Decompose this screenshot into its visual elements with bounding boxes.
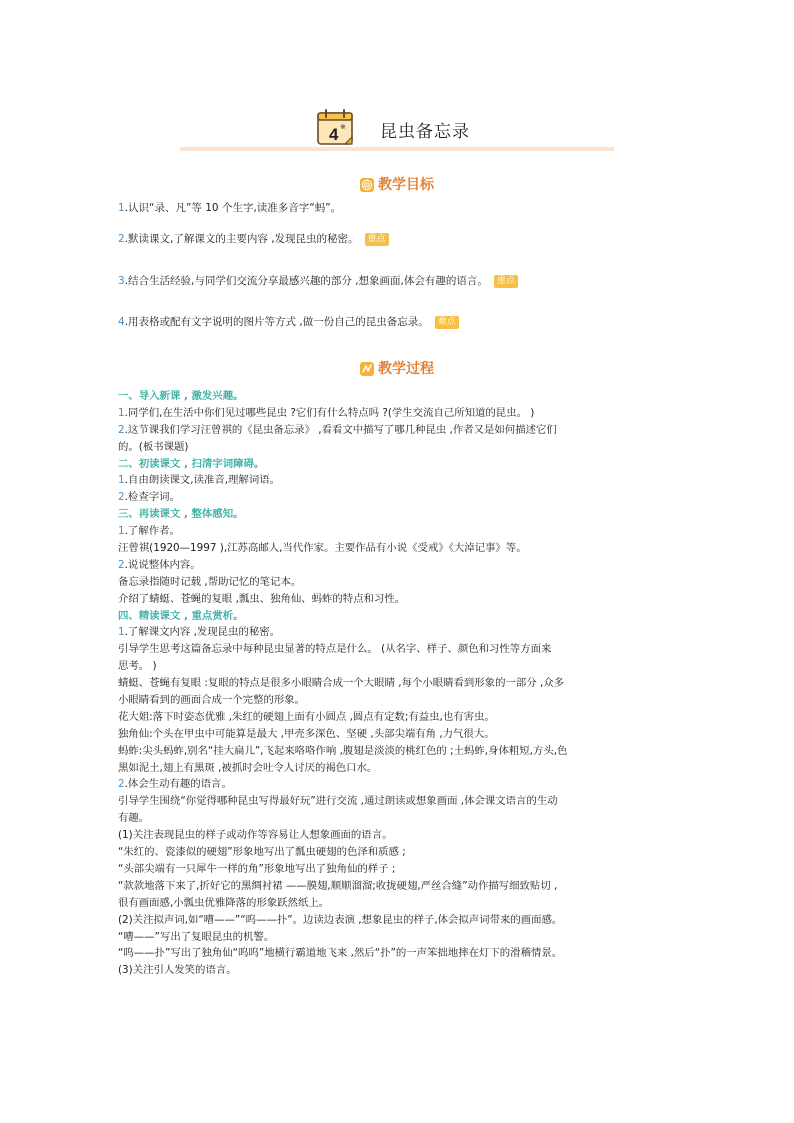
process-body xyxy=(118,388,680,979)
key-point-badge: 重点 xyxy=(494,275,518,288)
line-text: .体会生动有趣的语言。 xyxy=(124,778,232,791)
body-line: “呜——扑”写出了独角仙“呜呜”地横行霸道地飞来 ,然后“扑”的一声笨拙地摔在灯下的滑稽情景。 xyxy=(118,947,563,960)
line-text: .检查字词。 xyxy=(124,491,180,504)
step-heading: 一、导入新课 , 激发兴趣。 xyxy=(118,390,244,402)
line-number: 2 xyxy=(118,558,125,571)
objective-text: .用表格或配有文字说明的图片等方式 ,做一份自己的昆虫备忘录。 xyxy=(124,316,429,328)
line-text: .自由朗读课文,读准音,理解词语。 xyxy=(124,474,281,487)
body-line: 有趣。 xyxy=(118,812,150,825)
difficulty-badge: 难点 xyxy=(435,316,459,329)
objectives-title-text: 教学目标 xyxy=(378,177,434,193)
objective-number: 3 xyxy=(118,275,125,287)
objective-number: 1 xyxy=(118,202,125,214)
line-number: 2 xyxy=(118,423,125,436)
line-number: 1 xyxy=(118,525,125,538)
body-line: 备忘录指随时记载 ,帮助记忆的笔记本。 xyxy=(118,575,302,588)
objective-number: 2 xyxy=(118,233,125,245)
body-line: “款款地落下来了,折好它的黑绸衬裙 ——膜翅,顺顺溜溜;收拢硬翅,严丝合缝”动作描写细致贴切 , xyxy=(118,879,558,892)
line-text: .了解作者。 xyxy=(124,525,180,538)
body-line: 汪曾祺(1920—1997 ),江苏高邮人,当代作家。主要作品有小说《受戒》《大淖记事》等。 xyxy=(118,542,527,555)
line-number: 1 xyxy=(118,406,125,419)
lesson-header xyxy=(180,104,614,152)
objective-text: .认识“录、凡”等 10 个生字,读准多音字“蚂”。 xyxy=(124,202,342,214)
body-line: 思考。 ) xyxy=(118,660,157,673)
body-line: “头部尖端有一只犀牛一样的角”形象地写出了独角仙的样子 ; xyxy=(118,862,396,875)
path-icon xyxy=(360,362,374,376)
line-number: 1 xyxy=(118,474,125,487)
body-line: “朱红的、瓷漆似的硬翅”形象地写出了瓢虫硬翅的色泽和质感 ; xyxy=(118,846,406,859)
line-number: 1 xyxy=(118,626,125,639)
process-title-text: 教学过程 xyxy=(378,361,434,377)
body-line: 黑如泥土,翅上有黑斑 ,被抓时会吐令人讨厌的褐色口水。 xyxy=(118,761,378,774)
objective-item xyxy=(118,274,518,289)
key-point-badge: 重点 xyxy=(365,233,389,246)
line-text: .了解课文内容 ,发现昆虫的秘密。 xyxy=(124,626,281,639)
body-line: 独角仙:个头在甲虫中可能算是最大 ,甲壳多深色、坚硬 ,头部尖端有角 ,力气很大。 xyxy=(118,727,495,740)
objective-item xyxy=(118,232,389,247)
numbered-line xyxy=(118,405,680,422)
body-line: 很有画面感,小瓢虫优雅降落的形象跃然纸上。 xyxy=(118,896,330,909)
numbered-line xyxy=(118,489,680,506)
numbered-line xyxy=(118,523,680,540)
numbered-line xyxy=(118,776,680,793)
lesson-title: 昆虫备忘录 xyxy=(380,122,470,142)
line-number: 2 xyxy=(118,491,125,504)
body-line: 的。(板书课题) xyxy=(118,440,189,453)
body-line: (1)关注表现昆虫的样子或动作等容易让人想象画面的语言。 xyxy=(118,829,393,842)
body-line: “嘈——”写出了复眼昆虫的机警。 xyxy=(118,930,275,943)
body-line: 蜻蜓、苍蝇有复眼 :复眼的特点是很多小眼睛合成一个大眼睛 ,每个小眼睛看到形象的一部分 ,众多 xyxy=(118,677,565,690)
line-number: 2 xyxy=(118,778,125,791)
line-text: .这节课我们学习汪曾祺的《昆虫备忘录》 ,看看文中描写了哪几种昆虫 ,作者又是如何描述它们 xyxy=(124,423,557,436)
body-line: 蚂蚱:尖头蚂蚱,别名“挂大扁儿”,飞起来咯咯作响 ,腹翅是淡淡的桃红色的 ;土蚂蚱,身体粗短,方头,色 xyxy=(118,744,568,757)
step-heading: 二、初读课文 , 扫清字词障碍。 xyxy=(118,457,265,470)
step-heading: 三、再读课文 , 整体感知。 xyxy=(118,508,244,521)
objectives-title xyxy=(0,174,794,194)
step-heading: 四、精读课文 , 重点赏析。 xyxy=(118,609,244,622)
line-text: .说说整体内容。 xyxy=(124,558,201,571)
objective-text: .结合生活经验,与同学们交流分享最感兴趣的部分 ,想象画面,体会有趣的语言。 xyxy=(124,275,488,287)
body-line: 介绍了蜻蜓、苍蝇的复眼 ,瓢虫、独角仙、蚂蚱的特点和习性。 xyxy=(118,592,406,605)
target-icon xyxy=(360,178,374,192)
objective-text: .默读课文,了解课文的主要内容 ,发现昆虫的秘密。 xyxy=(124,233,359,245)
numbered-line xyxy=(118,472,680,489)
header-divider xyxy=(180,147,614,151)
body-line: 引导学生围绕“你觉得哪种昆虫写得最好玩”进行交流 ,通过朗读或想象画面 ,体会课文语言的生动 xyxy=(118,795,558,808)
objective-number: 4 xyxy=(118,316,125,328)
line-text: .同学们,在生活中你们见过哪些昆虫 ?它们有什么特点吗 ?(学生交流自己所知道的昆虫。 ) xyxy=(124,406,535,419)
lesson-mark: ※ xyxy=(340,123,346,131)
lesson-number: 4 xyxy=(329,125,339,144)
body-line: 小眼睛看到的画面合成一个完整的形象。 xyxy=(118,694,306,707)
calendar-badge-icon xyxy=(316,108,356,146)
body-line: (3)关注引人发笑的语言。 xyxy=(118,964,237,977)
objective-item xyxy=(118,201,341,216)
numbered-line xyxy=(118,624,680,641)
body-line: (2)关注拟声词,如“嘈——”“呜——扑”。边读边表演 ,想象昆虫的样子,体会拟声词带来的画面感。 xyxy=(118,913,563,926)
body-line: 花大姐:落下时姿态优雅 ,朱红的硬翅上面有小圆点 ,圆点有定数;有益虫,也有害虫。 xyxy=(118,710,495,723)
body-line: 引导学生思考这篇备忘录中每种昆虫显著的特点是什么。 (从名字、样子、颜色和习性等方面来 xyxy=(118,643,552,656)
numbered-line xyxy=(118,422,680,439)
objective-item xyxy=(118,315,459,330)
numbered-line xyxy=(118,557,680,574)
process-title xyxy=(0,358,794,378)
